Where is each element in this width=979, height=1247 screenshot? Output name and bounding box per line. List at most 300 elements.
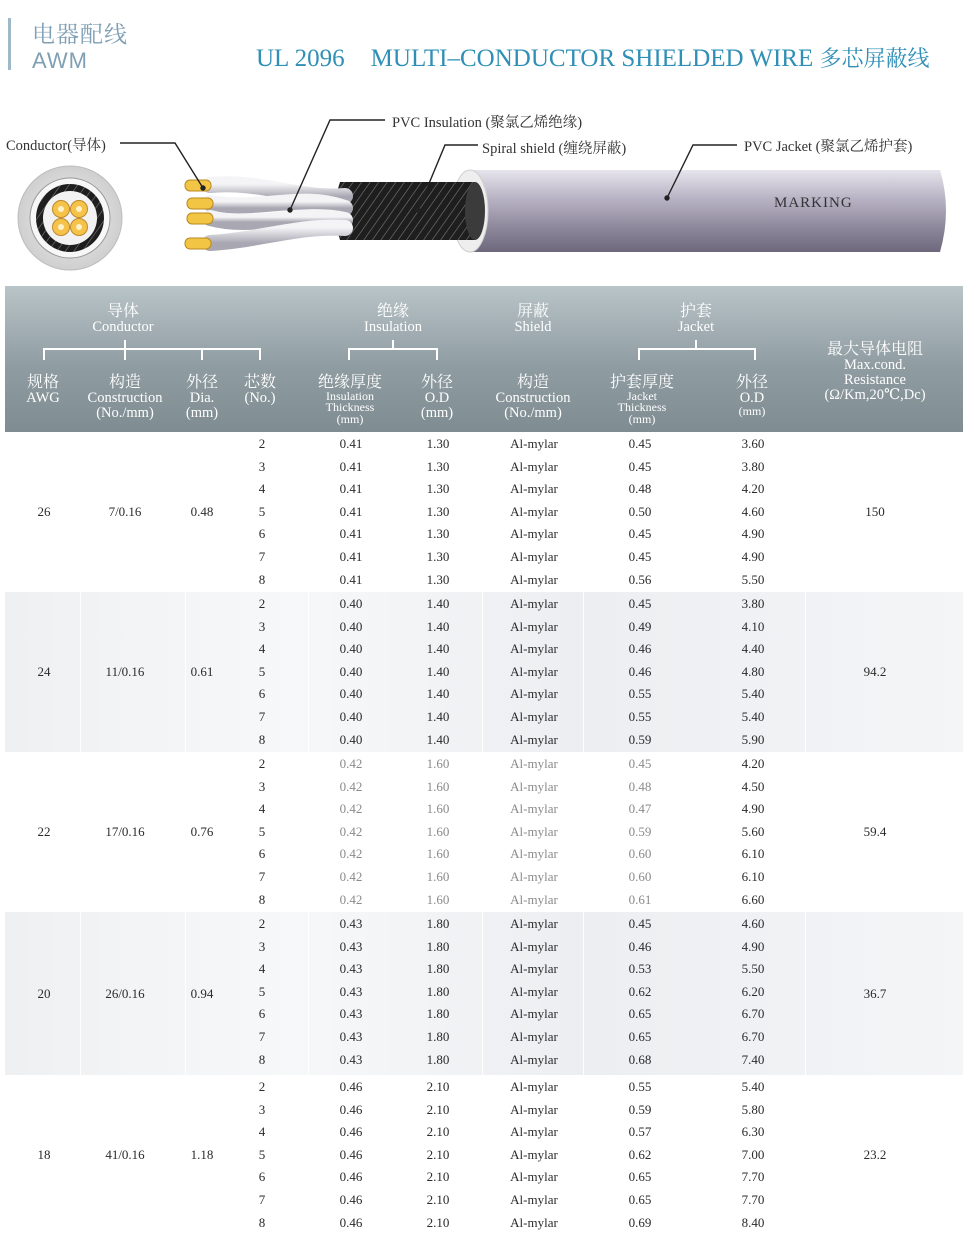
- cell-ins-thk: 0.42: [339, 756, 363, 771]
- conductor-bracket-mid2: [201, 348, 203, 360]
- header-ins-od-en: O.D: [424, 389, 450, 406]
- cell-ins-thk: 0.40: [339, 686, 363, 702]
- cell-cores: 4: [258, 961, 266, 977]
- cell-dia: 0.94: [190, 986, 214, 1001]
- cell-shield: Al-mylar: [510, 1169, 558, 1185]
- cross-section: [18, 166, 122, 270]
- cell-ins-thk: 0.43: [339, 916, 363, 931]
- cell-ins-thk: 0.41: [339, 481, 363, 497]
- cell-jkt-od: 5.50: [741, 961, 765, 977]
- cell-jkt-od: 6.70: [741, 1006, 765, 1022]
- table-row: [5, 637, 963, 660]
- table-row: [5, 682, 963, 705]
- cell-shield: Al-mylar: [510, 458, 558, 474]
- table-row: [5, 1002, 963, 1025]
- header-jkt-thk-cn: 护套厚度: [609, 372, 674, 391]
- cell-shield: Al-mylar: [510, 526, 558, 542]
- insulated-wires: [210, 184, 345, 243]
- table-body: [5, 432, 963, 1235]
- header-cores-cn: 芯数: [243, 372, 276, 391]
- cell-jkt-od: 5.40: [741, 708, 765, 724]
- cell-cores: 6: [258, 846, 266, 862]
- cell-ins-od: 1.80: [426, 938, 450, 954]
- cell-ins-thk: 0.43: [339, 961, 363, 977]
- cell-ins-thk: 0.41: [339, 503, 363, 519]
- cell-jkt-thk: 0.65: [628, 1028, 652, 1044]
- cell-shield: Al-mylar: [510, 503, 558, 519]
- cell-cores: 8: [258, 891, 266, 907]
- cell-jkt-thk: 0.61: [628, 891, 652, 907]
- table-row: [5, 935, 963, 958]
- spec-group-awg-24: [5, 592, 963, 752]
- cell-ins-thk: 0.40: [339, 708, 363, 724]
- cell-construction: 11/0.16: [105, 664, 145, 679]
- cell-ins-od: 2.10: [426, 1124, 450, 1140]
- table-row: [5, 568, 963, 591]
- table-row: [5, 842, 963, 865]
- header-shield-construction-en: Construction: [495, 389, 571, 406]
- table-row: [5, 1120, 963, 1143]
- header-dia: [177, 374, 227, 421]
- brand-accent-bar: [8, 18, 11, 70]
- cell-cores: 3: [258, 618, 266, 634]
- cell-jkt-od: 5.50: [741, 571, 765, 587]
- cell-cores: 7: [258, 548, 266, 564]
- table-row: [5, 592, 963, 615]
- header-jkt-od-unit: (mm): [738, 404, 766, 419]
- header-shield-construction-cn: 构造: [516, 372, 549, 391]
- header-res-en1: Max.cond.: [843, 356, 906, 373]
- cell-ins-thk: 0.42: [339, 801, 363, 817]
- cell-ins-thk: 0.46: [339, 1214, 363, 1230]
- cell-resistance: 150: [865, 504, 885, 519]
- cell-cores: 7: [258, 1028, 266, 1044]
- cell-jkt-od: 4.50: [741, 778, 765, 794]
- cell-cores: 2: [258, 436, 266, 451]
- cell-ins-thk: 0.42: [339, 868, 363, 884]
- table-row: [5, 820, 963, 843]
- header-cores-unit: (No.): [244, 389, 276, 406]
- cell-jkt-od: 3.80: [741, 458, 765, 474]
- cell-cores: 3: [258, 778, 266, 794]
- cell-shield: Al-mylar: [510, 1079, 558, 1094]
- cell-ins-thk: 0.40: [339, 641, 363, 657]
- header-dia-cn: 外径: [185, 372, 218, 391]
- table-header: [5, 286, 963, 432]
- cell-awg: 18: [37, 1147, 51, 1162]
- cell-cores: 7: [258, 1191, 266, 1207]
- cell-jkt-thk: 0.45: [628, 756, 652, 771]
- cell-jkt-thk: 0.49: [628, 618, 652, 634]
- table-row: [5, 615, 963, 638]
- cell-jkt-od: 4.90: [741, 801, 765, 817]
- header-ins-thk-en1: Insulation: [326, 388, 374, 403]
- header-insulation-cn: 绝缘: [376, 301, 409, 320]
- header-awg-en: AWG: [26, 389, 60, 406]
- title-cn: 多芯屏蔽线: [819, 47, 930, 72]
- cell-jkt-thk: 0.56: [628, 571, 652, 587]
- table-row: [5, 500, 963, 523]
- cell-shield: Al-mylar: [510, 1101, 558, 1117]
- header-resistance: [805, 341, 945, 403]
- cell-cores: 2: [258, 1079, 266, 1094]
- cell-ins-od: 1.80: [426, 1028, 450, 1044]
- cell-resistance: 59.4: [863, 824, 887, 839]
- cell-jkt-od: 5.40: [741, 686, 765, 702]
- cell-cores: 5: [258, 1146, 266, 1162]
- cell-awg: 22: [37, 824, 51, 839]
- cell-dia: 1.18: [190, 1147, 214, 1162]
- cell-jkt-thk: 0.47: [628, 801, 652, 817]
- cell-jkt-thk: 0.48: [628, 778, 652, 794]
- table-row: [5, 912, 963, 935]
- cell-jkt-od: 3.60: [741, 436, 765, 451]
- cell-ins-thk: 0.46: [339, 1101, 363, 1117]
- cell-shield: Al-mylar: [510, 548, 558, 564]
- cell-jkt-od: 4.40: [741, 641, 765, 657]
- cell-resistance: 36.7: [863, 986, 887, 1001]
- cell-ins-od: 1.30: [426, 526, 450, 542]
- header-res-en2: Resistance: [843, 372, 906, 389]
- cell-jkt-od: 6.10: [741, 868, 765, 884]
- header-construction-cn: 构造: [108, 372, 141, 391]
- label-shield: Spiral shield (缠绕屏蔽): [482, 141, 627, 157]
- cell-shield: Al-mylar: [510, 846, 558, 862]
- header-ins-od: [407, 374, 467, 421]
- cell-cores: 8: [258, 571, 266, 587]
- cell-ins-thk: 0.43: [339, 1051, 363, 1067]
- table-row: [5, 775, 963, 798]
- cell-jkt-thk: 0.45: [628, 916, 652, 931]
- cell-ins-od: 1.60: [426, 801, 450, 817]
- cell-shield: Al-mylar: [510, 1124, 558, 1140]
- table-row: [5, 1188, 963, 1211]
- cell-ins-od: 1.80: [426, 961, 450, 977]
- cell-jkt-od: 7.00: [741, 1146, 765, 1162]
- header-conductor-en: Conductor: [92, 318, 154, 335]
- cell-ins-od: 1.40: [426, 618, 450, 634]
- header-jkt-od-cn: 外径: [735, 372, 768, 391]
- cell-construction: 7/0.16: [108, 504, 142, 519]
- cell-cores: 6: [258, 526, 266, 542]
- cell-ins-od: 1.30: [426, 571, 450, 587]
- cell-ins-thk: 0.40: [339, 618, 363, 634]
- cell-cores: 8: [258, 1051, 266, 1067]
- cell-jkt-thk: 0.55: [628, 708, 652, 724]
- header-res-unit: (Ω/Km,20℃,Dc): [824, 387, 926, 404]
- spec-group-awg-26: [5, 432, 963, 592]
- cell-shield: Al-mylar: [510, 868, 558, 884]
- cell-jkt-thk: 0.60: [628, 868, 652, 884]
- cell-dia: 0.48: [190, 504, 214, 519]
- cell-cores: 6: [258, 686, 266, 702]
- conductor-ends: [185, 180, 213, 249]
- jacket-marking: MARKING: [774, 195, 853, 211]
- cell-cores: 5: [258, 823, 266, 839]
- table-row: [5, 1025, 963, 1048]
- header-conductor-group: [83, 303, 163, 335]
- cell-jkt-od: 5.40: [741, 1079, 765, 1094]
- insulation-bracket: [348, 348, 438, 360]
- cell-ins-thk: 0.41: [339, 526, 363, 542]
- cell-jkt-thk: 0.65: [628, 1169, 652, 1185]
- cell-ins-thk: 0.40: [339, 731, 363, 747]
- cell-ins-od: 1.30: [426, 548, 450, 564]
- header-cores: [233, 374, 287, 406]
- cell-cores: 4: [258, 1124, 266, 1140]
- cell-jkt-od: 5.60: [741, 823, 765, 839]
- cell-shield: Al-mylar: [510, 731, 558, 747]
- cell-ins-od: 1.40: [426, 641, 450, 657]
- cell-ins-thk: 0.41: [339, 571, 363, 587]
- header-jkt-thk-en1: Jacket: [627, 388, 657, 403]
- table-row: [5, 477, 963, 500]
- jacket-body: [470, 170, 946, 252]
- header-conductor-cn: 导体: [106, 301, 139, 320]
- cell-cores: 8: [258, 1214, 266, 1230]
- cell-ins-od: 2.10: [426, 1169, 450, 1185]
- cell-shield: Al-mylar: [510, 756, 558, 771]
- header-jkt-od-en: O.D: [739, 389, 765, 406]
- cell-shield: Al-mylar: [510, 618, 558, 634]
- cell-jkt-od: 4.10: [741, 618, 765, 634]
- cell-ins-thk: 0.46: [339, 1124, 363, 1140]
- cell-ins-thk: 0.41: [339, 436, 363, 451]
- header-construction: [75, 374, 175, 421]
- header-jacket-od: [722, 374, 782, 417]
- table-row: [5, 455, 963, 478]
- cell-jkt-thk: 0.48: [628, 481, 652, 497]
- cell-dia: 0.76: [190, 824, 214, 839]
- cell-shield: Al-mylar: [510, 916, 558, 931]
- header-jacket-thickness: [597, 374, 687, 425]
- cell-jkt-thk: 0.45: [628, 436, 652, 451]
- header-res-cn: 最大导体电阻: [826, 339, 923, 358]
- cell-ins-od: 2.10: [426, 1146, 450, 1162]
- table-row: [5, 980, 963, 1003]
- table-row: [5, 865, 963, 888]
- cell-shield: Al-mylar: [510, 708, 558, 724]
- title-en: MULTI–CONDUCTOR SHIELDED WIRE: [370, 45, 814, 72]
- cell-ins-thk: 0.41: [339, 458, 363, 474]
- cell-jkt-od: 5.90: [741, 731, 765, 747]
- spec-table: [5, 286, 963, 1235]
- cell-jkt-od: 4.20: [741, 481, 765, 497]
- cell-jkt-thk: 0.68: [628, 1051, 652, 1067]
- cell-cores: 3: [258, 458, 266, 474]
- cell-shield: Al-mylar: [510, 801, 558, 817]
- cell-jkt-od: 4.80: [741, 663, 765, 679]
- cell-jkt-thk: 0.50: [628, 503, 652, 519]
- cell-ins-thk: 0.42: [339, 823, 363, 839]
- cell-jkt-od: 7.40: [741, 1051, 765, 1067]
- cell-ins-thk: 0.46: [339, 1191, 363, 1207]
- header-awg: [13, 374, 73, 406]
- cell-ins-thk: 0.43: [339, 1006, 363, 1022]
- cell-jkt-thk: 0.45: [628, 548, 652, 564]
- cell-cores: 8: [258, 731, 266, 747]
- cell-shield: Al-mylar: [510, 663, 558, 679]
- cell-ins-thk: 0.41: [339, 548, 363, 564]
- header-jacket-en: Jacket: [677, 318, 715, 335]
- cell-jkt-thk: 0.57: [628, 1124, 652, 1140]
- cell-jkt-od: 4.20: [741, 756, 765, 771]
- cell-jkt-od: 3.80: [741, 596, 765, 611]
- cell-shield: Al-mylar: [510, 436, 558, 451]
- cell-shield: Al-mylar: [510, 938, 558, 954]
- cell-ins-od: 1.60: [426, 778, 450, 794]
- cell-shield: Al-mylar: [510, 641, 558, 657]
- cell-ins-thk: 0.42: [339, 846, 363, 862]
- cell-jkt-od: 6.10: [741, 846, 765, 862]
- cell-shield: Al-mylar: [510, 983, 558, 999]
- cell-ins-od: 2.10: [426, 1214, 450, 1230]
- header-ins-od-cn: 外径: [420, 372, 453, 391]
- table-row: [5, 705, 963, 728]
- cell-jkt-od: 4.60: [741, 916, 765, 931]
- label-insulation: PVC Insulation (聚氯乙烯绝缘): [392, 115, 583, 131]
- cell-awg: 20: [37, 986, 51, 1001]
- cell-shield: Al-mylar: [510, 1146, 558, 1162]
- cell-shield: Al-mylar: [510, 686, 558, 702]
- header-jacket-cn: 护套: [679, 301, 712, 320]
- cell-ins-thk: 0.46: [339, 1079, 363, 1094]
- header-ins-thickness: [305, 374, 395, 425]
- cell-jkt-thk: 0.45: [628, 458, 652, 474]
- cell-shield: Al-mylar: [510, 823, 558, 839]
- jacket-bracket: [638, 348, 756, 360]
- cell-ins-od: 1.60: [426, 846, 450, 862]
- table-row: [5, 522, 963, 545]
- cell-jkt-od: 4.60: [741, 503, 765, 519]
- cell-resistance: 23.2: [863, 1147, 887, 1162]
- header-shield-cn: 屏蔽: [516, 301, 549, 320]
- table-row: [5, 888, 963, 911]
- label-conductor: Conductor(导体): [6, 138, 106, 154]
- cell-jkt-thk: 0.62: [628, 983, 652, 999]
- cell-awg: 24: [37, 664, 51, 679]
- cell-cores: 3: [258, 938, 266, 954]
- cell-shield: Al-mylar: [510, 571, 558, 587]
- table-row: [5, 728, 963, 751]
- cell-cores: 5: [258, 983, 266, 999]
- conductor-bracket: [43, 348, 261, 360]
- cell-ins-od: 1.60: [426, 823, 450, 839]
- cell-ins-od: 1.80: [426, 1006, 450, 1022]
- cell-jkt-thk: 0.65: [628, 1191, 652, 1207]
- cell-jkt-od: 4.90: [741, 526, 765, 542]
- table-row: [5, 752, 963, 775]
- cell-shield: Al-mylar: [510, 1214, 558, 1230]
- cable-diagram: [0, 100, 979, 280]
- cell-jkt-thk: 0.60: [628, 846, 652, 862]
- table-row: [5, 1075, 963, 1098]
- cell-ins-od: 1.40: [426, 663, 450, 679]
- brand-en: AWM: [32, 48, 88, 73]
- table-row: [5, 797, 963, 820]
- cell-cores: 2: [258, 916, 266, 931]
- cell-cores: 7: [258, 868, 266, 884]
- page-title: [256, 42, 930, 73]
- cell-shield: Al-mylar: [510, 596, 558, 611]
- header-ins-thk-unit: (mm): [336, 411, 364, 426]
- cell-ins-od: 1.40: [426, 686, 450, 702]
- table-row: [5, 1143, 963, 1166]
- cell-jkt-od: 6.70: [741, 1028, 765, 1044]
- conductor-bracket-mid: [124, 348, 126, 360]
- cell-ins-od: 1.60: [426, 756, 450, 771]
- cell-ins-thk: 0.40: [339, 596, 363, 611]
- table-row: [5, 545, 963, 568]
- cell-ins-od: 1.30: [426, 503, 450, 519]
- cell-shield: Al-mylar: [510, 778, 558, 794]
- cell-jkt-thk: 0.59: [628, 1101, 652, 1117]
- header-dia-unit: (mm): [185, 405, 219, 422]
- cell-construction: 26/0.16: [105, 986, 145, 1001]
- table-row: [5, 1165, 963, 1188]
- cell-cores: 4: [258, 641, 266, 657]
- header-shield-construction-unit: (No./mm): [504, 405, 562, 422]
- cell-cores: 3: [258, 1101, 266, 1117]
- cell-ins-thk: 0.40: [339, 663, 363, 679]
- cell-ins-od: 1.60: [426, 868, 450, 884]
- cell-jkt-thk: 0.62: [628, 1146, 652, 1162]
- cell-ins-thk: 0.42: [339, 778, 363, 794]
- cell-jkt-od: 4.90: [741, 938, 765, 954]
- header-insulation-group: [353, 303, 433, 335]
- shield-body: [335, 182, 475, 240]
- cell-ins-thk: 0.43: [339, 983, 363, 999]
- header-ins-od-unit: (mm): [420, 405, 454, 422]
- cell-ins-od: 1.30: [426, 458, 450, 474]
- brand-cn: 电器配线: [32, 22, 128, 48]
- cell-jkt-thk: 0.45: [628, 526, 652, 542]
- cell-cores: 4: [258, 801, 266, 817]
- cell-ins-od: 1.80: [426, 1051, 450, 1067]
- cell-jkt-thk: 0.69: [628, 1214, 652, 1230]
- cell-jkt-thk: 0.46: [628, 938, 652, 954]
- cell-ins-thk: 0.46: [339, 1169, 363, 1185]
- cell-ins-od: 1.30: [426, 436, 450, 451]
- spec-group-awg-18: [5, 1075, 963, 1235]
- cell-jkt-od: 6.30: [741, 1124, 765, 1140]
- cell-ins-thk: 0.42: [339, 891, 363, 907]
- cell-jkt-thk: 0.53: [628, 961, 652, 977]
- cell-cores: 5: [258, 503, 266, 519]
- cell-ins-od: 1.80: [426, 983, 450, 999]
- cell-shield: Al-mylar: [510, 1051, 558, 1067]
- cell-cores: 4: [258, 481, 266, 497]
- spec-group-awg-20: [5, 912, 963, 1075]
- cell-cores: 7: [258, 708, 266, 724]
- cell-shield: Al-mylar: [510, 481, 558, 497]
- cell-ins-od: 1.80: [426, 916, 450, 931]
- cell-jkt-od: 4.90: [741, 548, 765, 564]
- table-row: [5, 1098, 963, 1121]
- cell-jkt-thk: 0.55: [628, 686, 652, 702]
- table-row: [5, 432, 963, 455]
- header-shield-en: Shield: [514, 318, 552, 335]
- cell-shield: Al-mylar: [510, 1191, 558, 1207]
- header-shield-construction: [483, 374, 583, 421]
- header-jkt-thk-unit: (mm): [628, 411, 656, 426]
- table-row: [5, 1211, 963, 1234]
- header-construction-unit: (No./mm): [96, 405, 154, 422]
- table-row: [5, 957, 963, 980]
- cell-ins-od: 2.10: [426, 1079, 450, 1094]
- header-ins-thk-en2: Thickness: [325, 400, 375, 415]
- cell-jkt-od: 5.80: [741, 1101, 765, 1117]
